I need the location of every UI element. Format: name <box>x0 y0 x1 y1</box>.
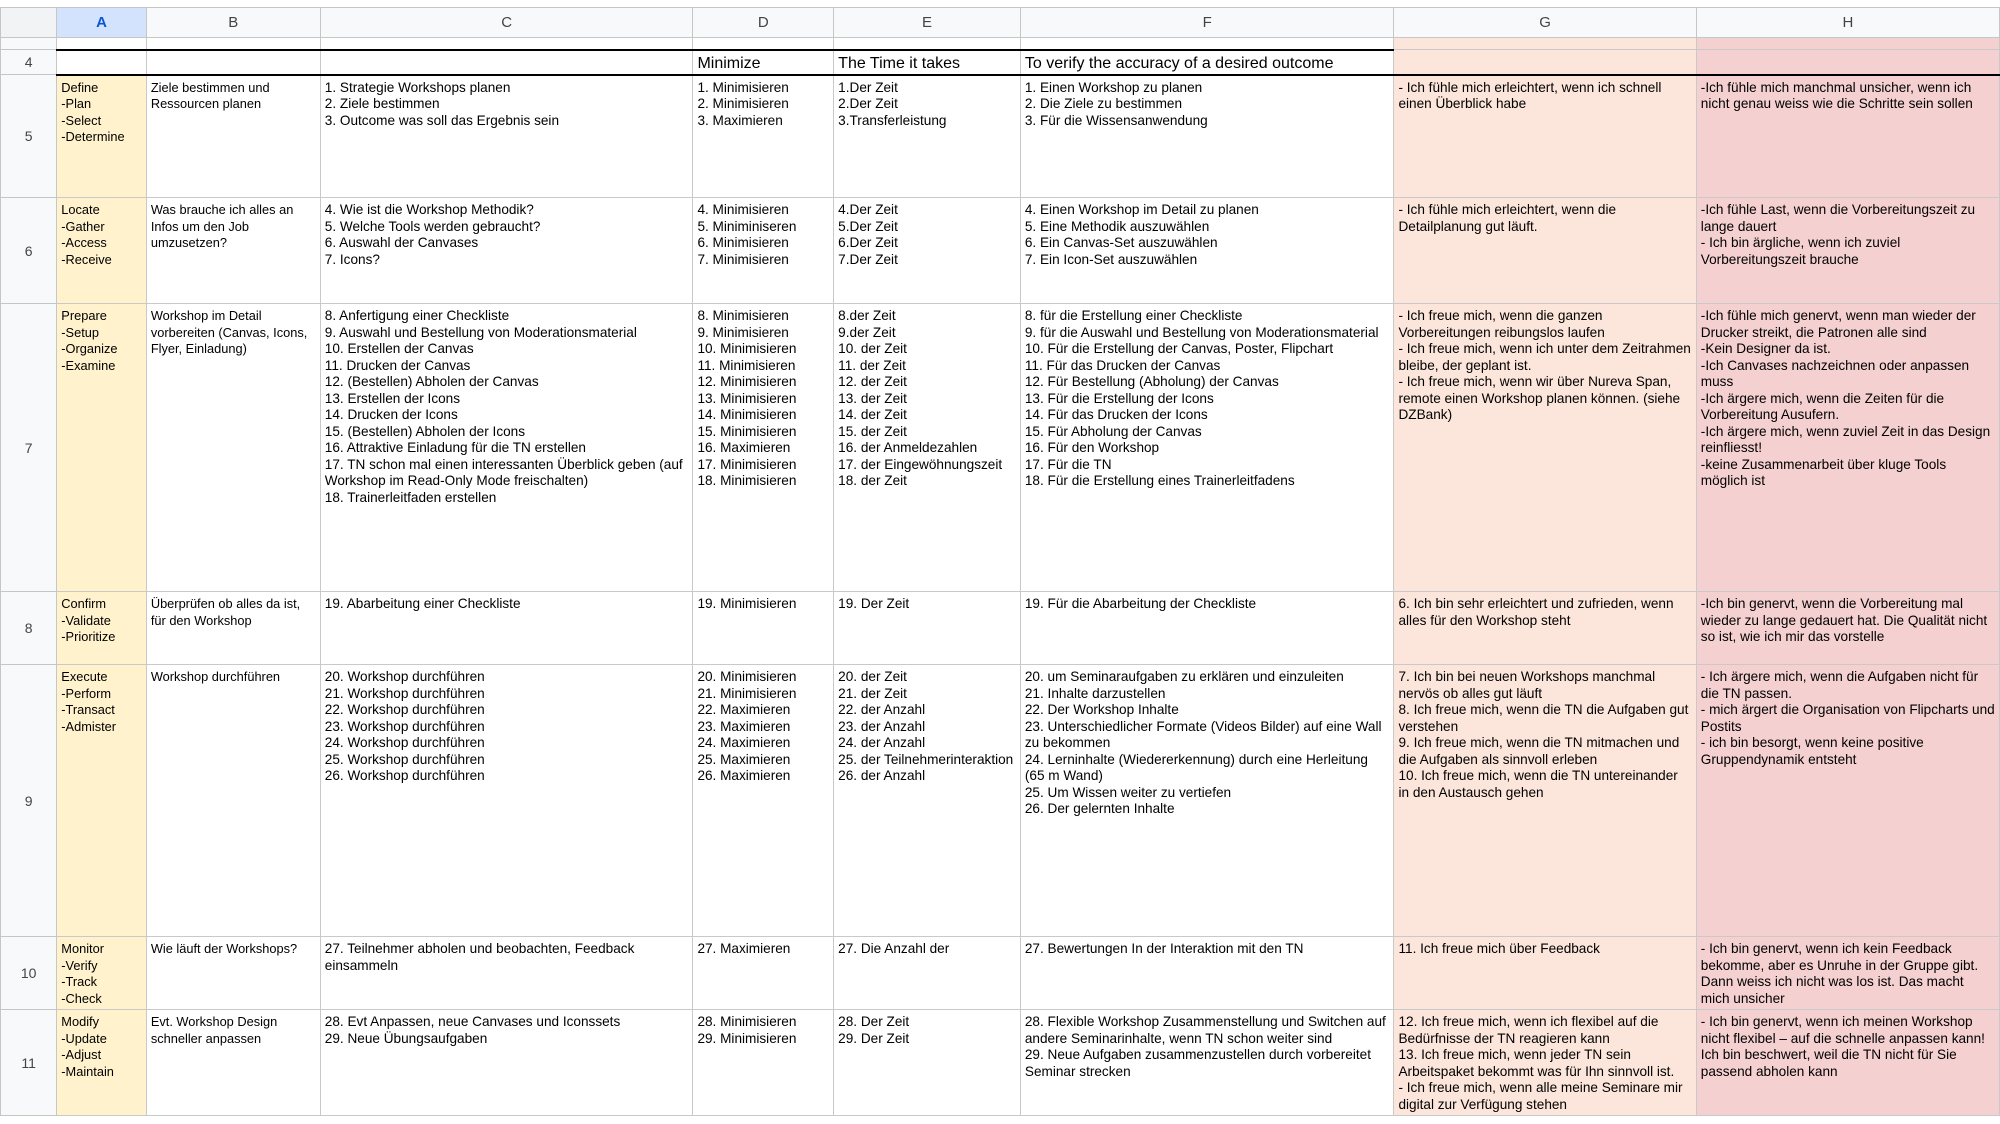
cell-text-line: 26. der Anzahl <box>838 768 926 783</box>
cell-text-line: -Determine <box>61 129 125 144</box>
cell-text-line: Überprüfen ob alles da ist, für den Workshop <box>150 596 301 628</box>
row-header[interactable]: 11 <box>1 1010 57 1116</box>
cell-g7[interactable] <box>1394 304 1696 592</box>
cell-g5[interactable] <box>1394 75 1696 198</box>
cell-text-line: 6. Ich bin sehr erleichtert und zufrieden, wenn alles für den Workshop steht <box>1398 596 1674 628</box>
cell-text-line: 4. Minimisieren <box>697 202 789 217</box>
cell-e6[interactable] <box>834 198 1021 304</box>
cell-text-line: 14. der Zeit <box>838 407 907 422</box>
cell-text-line: -Select <box>61 112 102 128</box>
cell-h11[interactable] <box>1696 1010 1999 1116</box>
cell-text-line: -Track <box>61 974 98 989</box>
cell-text-line: 7.Der Zeit <box>838 251 898 267</box>
cell-text-line: -Validate <box>61 612 111 628</box>
cell-b7[interactable] <box>146 304 320 592</box>
cell-text-line: 20. Workshop durchführen <box>324 669 485 684</box>
cell-e4[interactable]: The Time it takes <box>834 50 1021 75</box>
cell-text-line: - Ich bin ärgliche, wenn ich zuviel Vorbereitungszeit brauche <box>1700 235 1901 267</box>
cell-text-line: -Examine <box>61 357 116 373</box>
cell-text-line: Monitor <box>61 941 104 956</box>
cell-text-line: 7. Icons? <box>324 251 380 267</box>
cell-text-line: 1.Der Zeit <box>838 79 898 95</box>
row-header[interactable]: 10 <box>1 937 57 1010</box>
cell-text-line: 17. Minimisieren <box>697 456 797 472</box>
cell-text-line: 3.Transferleistung <box>838 112 947 128</box>
cell-text-line: 28. Flexible Workshop Zusammenstellung und Switchen auf andere Seminarinhalte, wenn TN schon weiter sind <box>1024 1014 1386 1046</box>
cell-text-line: 5.Der Zeit <box>838 218 898 234</box>
cell-text-line: 8. Anfertigung einer Checkliste <box>324 308 510 323</box>
cell-g4[interactable] <box>1394 50 1696 75</box>
cell-text-line: 5. Welche Tools werden gebraucht? <box>324 218 541 234</box>
cell-text-line: 25. Um Wissen weiter zu vertiefen <box>1024 784 1232 800</box>
cell-c5[interactable] <box>320 75 693 198</box>
cell-text-line: 18. Für die Erstellung eines Trainerleitfadens <box>1024 473 1295 488</box>
cell-g3[interactable] <box>1394 38 1696 50</box>
cell-text-line: -Check <box>61 990 102 1006</box>
cell-text-line: 13. Ich freue mich, wenn jeder TN sein Arbeitspaket bekommt was für Ihn sinnvoll ist. <box>1398 1047 1675 1079</box>
cell-g8[interactable] <box>1394 592 1696 665</box>
cell-text-line: -Ich Canvases nachzeichnen oder anpassen muss <box>1700 357 1970 389</box>
cell-text-line: - mich ärgert die Organisation von Flipcharts und Postits <box>1700 702 1995 734</box>
cell-text-line: -Gather <box>61 218 105 234</box>
cell-text-line: 11. Minimisieren <box>697 357 796 373</box>
cell-d4[interactable]: Minimize <box>693 50 834 75</box>
row-header[interactable]: 6 <box>1 198 57 304</box>
cell-text-line: 4.Der Zeit <box>838 202 898 217</box>
select-all-corner[interactable] <box>1 8 57 38</box>
cell-text-line: 14. Für das Drucken der Icons <box>1024 407 1208 422</box>
cell-text-line: 6. Auswahl der Canvases <box>324 235 479 250</box>
sheet-grid <box>0 7 2000 1116</box>
cell-f8[interactable] <box>1020 592 1394 665</box>
cell-text-line: -Update <box>61 1030 107 1046</box>
cell-text-line: - Ich freue mich, wenn wir über Nureva Span, remote einen Workshop planen können. (siehe DZBank) <box>1398 374 1681 422</box>
cell-text-line: 8. für die Erstellung einer Checkliste <box>1024 308 1243 323</box>
cell-h4[interactable] <box>1696 50 1999 75</box>
cell-text-line: 15. der Zeit <box>838 423 907 439</box>
cell-a4[interactable] <box>57 50 147 75</box>
cell-f6[interactable] <box>1020 198 1394 304</box>
cell-text-line: 7. Minimisieren <box>697 251 789 267</box>
cell-b11[interactable] <box>146 1010 320 1116</box>
cell-text-line: Prepare <box>61 308 107 323</box>
cell-text-line: 1. Strategie Workshops planen <box>324 79 511 95</box>
cell-text-line: 12. Minimisieren <box>697 374 797 389</box>
cell-d11[interactable] <box>693 1010 834 1116</box>
cell-text-line: 2. Minimisieren <box>697 96 789 111</box>
cell-g11[interactable] <box>1394 1010 1696 1116</box>
cell-text-line: Locate <box>61 202 100 217</box>
cell-text-line: 3. Für die Wissensanwendung <box>1024 112 1208 128</box>
cell-text-line: 2.Der Zeit <box>838 96 898 111</box>
cell-text-line: 13. Erstellen der Icons <box>324 390 461 406</box>
cell-text-line: -Ich ärgere mich, wenn die Zeiten für die Vorbereitung Ausufern. <box>1700 390 1945 422</box>
cell-f7[interactable] <box>1020 304 1394 592</box>
cell-text-line: 24. Maximieren <box>697 735 791 750</box>
cell-text-line: Workshop durchführen <box>150 669 281 684</box>
cell-text-line: 22. der Anzahl <box>838 702 926 717</box>
cell-text-line: 27. Bewertungen In der Interaktion mit den TN <box>1024 941 1304 956</box>
cell-text-line: 2. Die Ziele zu bestimmen <box>1024 96 1183 111</box>
cell-text-line: 10. der Zeit <box>838 341 907 356</box>
cell-text-line: 29. Der Zeit <box>838 1030 910 1046</box>
cell-g6[interactable] <box>1394 198 1696 304</box>
cell-text-line: -Transact <box>61 702 115 717</box>
cell-text-line: 4. Einen Workshop im Detail zu planen <box>1024 202 1259 217</box>
row-header[interactable] <box>1 38 57 50</box>
cell-c3[interactable] <box>320 38 693 50</box>
cell-text-line: -Ich bin genervt, wenn die Vorbereitung mal wieder zu lange gedauert hat. Die Qualität nicht so ist, wie ich mir das vorstelle <box>1700 596 1988 644</box>
cell-text-line: - Ich ärgere mich, wenn die Aufgaben nicht für die TN passen. <box>1700 669 1979 701</box>
cell-text-line: 29. Minimisieren <box>697 1030 797 1046</box>
cell-text-line: 25. Maximieren <box>697 751 791 767</box>
cell-text-line: - ich bin besorgt, wenn keine positive Gruppendynamik entsteht <box>1700 735 1924 767</box>
cell-f10[interactable] <box>1020 937 1394 1010</box>
cell-text-line: 15. Für Abholung der Canvas <box>1024 423 1202 439</box>
cell-text-line: 17. der Eingewöhnungszeit <box>838 456 1003 472</box>
cell-text-line: -Plan <box>61 96 92 111</box>
cell-text-line: -Verify <box>61 957 98 973</box>
cell-text-line: Wie läuft der Workshops? <box>150 941 298 956</box>
cell-d5[interactable] <box>693 75 834 198</box>
cell-b10[interactable] <box>146 937 320 1010</box>
cell-f9[interactable] <box>1020 665 1394 937</box>
cell-text-line: Execute <box>61 669 108 684</box>
column-header-d[interactable]: D <box>693 8 834 38</box>
cell-text-line: - Ich bin genervt, wenn ich kein Feedback bekomme, aber es Unruhe in der Gruppe gibt. Dann weiss ich nicht was los ist. Das macht mich unsicher <box>1700 941 1979 1006</box>
cell-text-line: 6.Der Zeit <box>838 235 898 250</box>
cell-text-line: - Ich freue mich, wenn die ganzen Vorbereitungen reibungslos laufen <box>1398 308 1605 340</box>
cell-text-line: 18. Minimisieren <box>697 473 797 488</box>
cell-text-line: 19. Minimisieren <box>697 596 797 611</box>
cell-a8[interactable] <box>57 592 147 665</box>
cell-b4[interactable] <box>146 50 320 75</box>
cell-text-line: - Ich fühle mich erleichtert, wenn ich schnell einen Überblick habe <box>1398 79 1662 111</box>
cell-b6[interactable] <box>146 198 320 304</box>
cell-text-line: 9. für die Auswahl und Bestellung von Moderationsmaterial <box>1024 324 1379 340</box>
cell-f5[interactable] <box>1020 75 1394 198</box>
cell-f3[interactable] <box>1020 38 1394 50</box>
cell-text-line: Ziele bestimmen und Ressourcen planen <box>150 79 270 111</box>
cell-b8[interactable] <box>146 592 320 665</box>
cell-text-line: 21. Minimisieren <box>697 685 797 701</box>
cell-text-line: 17. TN schon mal einen interessanten Überblick geben (auf Workshop im Read-Only Mode freischalten) <box>324 456 683 488</box>
cell-text-line: 29. Neue Übungsaufgaben <box>324 1030 488 1046</box>
cell-text-line: -Ich ärgere mich, wenn zuviel Zeit in das Design reinfliesst! <box>1700 423 1991 455</box>
cell-e11[interactable] <box>834 1010 1021 1116</box>
cell-text-line: 5. Eine Methodik auszuwählen <box>1024 218 1210 234</box>
cell-e3[interactable] <box>834 38 1021 50</box>
cell-text-line: 15. Minimisieren <box>697 423 797 439</box>
cell-c9[interactable] <box>320 665 693 937</box>
cell-text-line: 26. Workshop durchführen <box>324 768 485 783</box>
cell-text-line: 22. Maximieren <box>697 702 791 717</box>
cell-text-line: 28. Minimisieren <box>697 1014 797 1029</box>
cell-a11[interactable] <box>57 1010 147 1116</box>
cell-text-line: Confirm <box>61 596 107 611</box>
row-header[interactable]: 8 <box>1 592 57 665</box>
cell-text-line: 8.der Zeit <box>838 308 896 323</box>
cell-d10[interactable] <box>693 937 834 1010</box>
cell-text-line: 24. Lerninhalte (Wiedererkennung) durch eine Herleitung (65 m Wand) <box>1024 751 1368 783</box>
cell-h9[interactable] <box>1696 665 1999 937</box>
cell-h8[interactable] <box>1696 592 1999 665</box>
cell-g10[interactable] <box>1394 937 1696 1010</box>
cell-text-line: 18. der Zeit <box>838 473 907 488</box>
cell-text-line: - Ich fühle mich erleichtert, wenn die Detailplanung gut läuft. <box>1398 202 1617 234</box>
cell-text-line: 9. Minimisieren <box>697 324 789 340</box>
cell-text-line: 22. Workshop durchführen <box>324 702 485 717</box>
cell-text-line: 21. der Zeit <box>838 685 907 701</box>
cell-e5[interactable] <box>834 75 1021 198</box>
cell-b9[interactable] <box>146 665 320 937</box>
cell-text-line: Define <box>61 79 99 95</box>
cell-g9[interactable] <box>1394 665 1696 937</box>
cell-c8[interactable] <box>320 592 693 665</box>
cell-text-line: 20. der Zeit <box>838 669 907 684</box>
cell-text-line: 9.der Zeit <box>838 324 896 340</box>
cell-text-line: 6. Minimisieren <box>697 235 789 250</box>
cell-text-line: - Ich freue mich, wenn ich unter dem Zeitrahmen bleibe, der geplant ist. <box>1398 341 1691 373</box>
row-header[interactable]: 7 <box>1 304 57 592</box>
column-header-h[interactable]: H <box>1696 8 1999 38</box>
cell-text-line: -Receive <box>61 251 112 267</box>
cell-text-line: 7. Ich bin bei neuen Workshops manchmal nervös ob alles gut läuft <box>1398 669 1656 701</box>
cell-text-line: 24. Workshop durchführen <box>324 735 485 750</box>
row-header[interactable]: 9 <box>1 665 57 937</box>
cell-h10[interactable] <box>1696 937 1999 1010</box>
cell-c7[interactable] <box>320 304 693 592</box>
cell-h7[interactable] <box>1696 304 1999 592</box>
column-header-e[interactable]: E <box>834 8 1021 38</box>
cell-e10[interactable] <box>834 937 1021 1010</box>
cell-text-line: 26. Der gelernten Inhalte <box>1024 801 1175 816</box>
cell-text-line: 2. Ziele bestimmen <box>324 96 440 111</box>
cell-text-line: 25. Workshop durchführen <box>324 751 485 767</box>
cell-text-line: -Setup <box>61 324 100 340</box>
cell-a5[interactable] <box>57 75 147 198</box>
cell-d7[interactable] <box>693 304 834 592</box>
cell-text-line: -keine Zusammenarbeit über kluge Tools möglich ist <box>1700 456 1947 488</box>
cell-text-line: 13. Minimisieren <box>697 390 797 406</box>
cell-text-line: 23. Workshop durchführen <box>324 718 485 734</box>
cell-b5[interactable] <box>146 75 320 198</box>
cell-text-line: 16. Für den Workshop <box>1024 440 1160 455</box>
cell-text-line: 7. Ein Icon-Set auszuwählen <box>1024 251 1198 267</box>
cell-text-line: -Maintain <box>61 1063 114 1079</box>
cell-text-line: - Ich bin genervt, wenn ich meinen Workshop nicht flexibel – auf die schnelle anpassen kann! Ich bin beschwert, weil die TN nicht für Sie passend abholen kann <box>1700 1014 1985 1079</box>
cell-h6[interactable] <box>1696 198 1999 304</box>
cell-text-line: 17. Für die TN <box>1024 456 1112 472</box>
cell-text-line: 14. Minimisieren <box>697 407 797 422</box>
cell-text-line: 3. Maximieren <box>697 112 783 128</box>
row-header[interactable]: 5 <box>1 75 57 198</box>
cell-text-line: 12. Für Bestellung (Abholung) der Canvas <box>1024 374 1279 389</box>
cell-text-line: 16. Maximieren <box>697 440 791 455</box>
cell-c4[interactable] <box>320 50 693 75</box>
cell-text-line: 1. Einen Workshop zu planen <box>1024 79 1203 95</box>
column-header-a[interactable]: A <box>57 8 147 38</box>
cell-text-line: 20. um Seminaraufgaben zu erklären und einzuleiten <box>1024 669 1344 684</box>
cell-e7[interactable] <box>834 304 1021 592</box>
cell-text-line: 13. Für die Erstellung der Icons <box>1024 390 1214 406</box>
cell-text-line: Workshop im Detail vorbereiten (Canvas, Icons, Flyer, Einladung) <box>150 308 308 356</box>
cell-c6[interactable] <box>320 198 693 304</box>
cell-text-line: 11. Für das Drucken der Canvas <box>1024 357 1221 373</box>
cell-text-line: 6. Ein Canvas-Set auszuwählen <box>1024 235 1218 250</box>
cell-text-line: 24. der Anzahl <box>838 735 926 750</box>
cell-a7[interactable] <box>57 304 147 592</box>
cell-text-line: 10. Minimisieren <box>697 341 797 356</box>
column-header-g[interactable]: G <box>1394 8 1696 38</box>
cell-text-line: 10. Für die Erstellung der Canvas, Poster, Flipchart <box>1024 341 1334 356</box>
cell-text-line: 20. Minimisieren <box>697 669 797 684</box>
cell-text-line: 9. Ich freue mich, wenn die TN mitmachen und die Aufgaben als sinnvoll erleben <box>1398 735 1680 767</box>
cell-text-line: 1. Minimisieren <box>697 79 789 95</box>
cell-text-line: 4. Wie ist die Workshop Methodik? <box>324 202 534 217</box>
cell-text-line: -Access <box>61 235 107 250</box>
cell-f11[interactable] <box>1020 1010 1394 1116</box>
cell-c10[interactable] <box>320 937 693 1010</box>
cell-text-line: -Kein Designer da ist. <box>1700 341 1831 356</box>
column-header-c[interactable]: C <box>320 8 693 38</box>
cell-text-line: 27. Teilnehmer abholen und beobachten, Feedback einsammeln <box>324 941 635 973</box>
cell-text-line: 23. Maximieren <box>697 718 791 734</box>
cell-a3[interactable] <box>57 38 147 50</box>
cell-text-line: 14. Drucken der Icons <box>324 407 458 422</box>
cell-text-line: 23. Unterschiedlicher Formate (Videos Bilder) auf eine Wall zu bekommen <box>1024 718 1382 750</box>
cell-d6[interactable] <box>693 198 834 304</box>
cell-text-line: 19. Für die Abarbeitung der Checkliste <box>1024 596 1257 611</box>
cell-a6[interactable] <box>57 198 147 304</box>
cell-text-line: 12. Ich freue mich, wenn ich flexibel auf die Bedürfnisse der TN reagieren kann <box>1398 1014 1659 1046</box>
cell-text-line: 19. Abarbeitung einer Checkliste <box>324 596 521 611</box>
cell-text-line: -Ich fühle mich genervt, wenn man wieder der Drucker streikt, die Patronen alle sind <box>1700 308 1976 340</box>
cell-text-line: 11. der Zeit <box>838 357 906 373</box>
cell-text-line: 16. Attraktive Einladung für die TN erstellen <box>324 440 586 455</box>
cell-text-line: 3. Outcome was soll das Ergebnis sein <box>324 112 560 128</box>
cell-text-line: Was brauche ich alles an Infos um den Job umzusetzen? <box>150 202 294 250</box>
cell-text-line: 15. (Bestellen) Abholen der Icons <box>324 423 526 439</box>
cell-text-line: - Ich freue mich, wenn alle meine Seminare mir digital zur Verfügung stehen <box>1398 1080 1683 1112</box>
cell-text-line: 28. Der Zeit <box>838 1014 910 1029</box>
cell-text-line: -Prioritize <box>61 629 116 644</box>
cell-text-line: -Perform <box>61 685 112 701</box>
cell-text-line: -Admister <box>61 718 117 734</box>
cell-text-line: 12. (Bestellen) Abholen der Canvas <box>324 374 539 389</box>
cell-text-line: 23. der Anzahl <box>838 718 926 734</box>
cell-text-line: 29. Neue Aufgaben zusammenzustellen durch vorbereitet Seminar strecken <box>1024 1047 1371 1079</box>
cell-text-line: 28. Evt Anpassen, neue Canvases und Iconssets <box>324 1014 621 1029</box>
cell-text-line: -Adjust <box>61 1047 102 1062</box>
cell-text-line: 5. Miniminiseren <box>697 218 797 234</box>
cell-text-line: -Ich fühle Last, wenn die Vorbereitungszeit zu lange dauert <box>1700 202 1976 234</box>
cell-text-line: 22. Der Workshop Inhalte <box>1024 702 1179 717</box>
cell-text-line: 26. Maximieren <box>697 768 791 783</box>
column-header-b[interactable]: B <box>146 8 320 38</box>
cell-text-line: 11. Ich freue mich über Feedback <box>1398 941 1600 956</box>
cell-e9[interactable] <box>834 665 1021 937</box>
cell-f4[interactable]: To verify the accuracy of a desired outcome <box>1020 50 1394 75</box>
cell-text-line: 19. Der Zeit <box>838 596 910 611</box>
cell-text-line: 9. Auswahl und Bestellung von Moderationsmaterial <box>324 324 637 340</box>
cell-h5[interactable] <box>1696 75 1999 198</box>
cell-e8[interactable] <box>834 592 1021 665</box>
row-header[interactable]: 4 <box>1 50 57 75</box>
cell-text-line: 13. der Zeit <box>838 390 907 406</box>
cell-text-line: 16. der Anmeldezahlen <box>838 440 978 455</box>
cell-b3[interactable] <box>146 38 320 50</box>
cell-text-line: 12. der Zeit <box>838 374 907 389</box>
cell-text-line: -Ich fühle mich manchmal unsicher, wenn ich nicht genau weiss wie die Schritte sein sollen <box>1700 79 1973 111</box>
cell-text-line: 25. der Teilnehmerinteraktion <box>838 751 1014 767</box>
cell-h3[interactable] <box>1696 38 1999 50</box>
cell-text-line: 11. Drucken der Canvas <box>324 357 471 373</box>
cell-text-line: 10. Erstellen der Canvas <box>324 341 474 356</box>
cell-a10[interactable] <box>57 937 147 1010</box>
cell-a9[interactable] <box>57 665 147 937</box>
cell-text-line: 8. Ich freue mich, wenn die TN die Aufgaben gut verstehen <box>1398 702 1689 734</box>
cell-text-line: 27. Maximieren <box>697 941 791 956</box>
cell-text-line: 18. Trainerleitfaden erstellen <box>324 489 497 505</box>
cell-text-line: 27. Die Anzahl der <box>838 941 950 956</box>
cell-d3[interactable] <box>693 38 834 50</box>
column-header-f[interactable]: F <box>1020 8 1394 38</box>
cell-d8[interactable] <box>693 592 834 665</box>
cell-text-line: 10. Ich freue mich, wenn die TN untereinander in den Austausch gehen <box>1398 768 1678 800</box>
cell-d9[interactable] <box>693 665 834 937</box>
cell-text-line: 8. Minimisieren <box>697 308 789 323</box>
cell-text-line: Evt. Workshop Design schneller anpassen <box>150 1014 278 1046</box>
cell-c11[interactable] <box>320 1010 693 1116</box>
cell-text-line: -Organize <box>61 341 118 356</box>
cell-text-line: Modify <box>61 1014 99 1029</box>
cell-text-line: 21. Workshop durchführen <box>324 685 485 701</box>
cell-text-line: 21. Inhalte darzustellen <box>1024 685 1166 701</box>
